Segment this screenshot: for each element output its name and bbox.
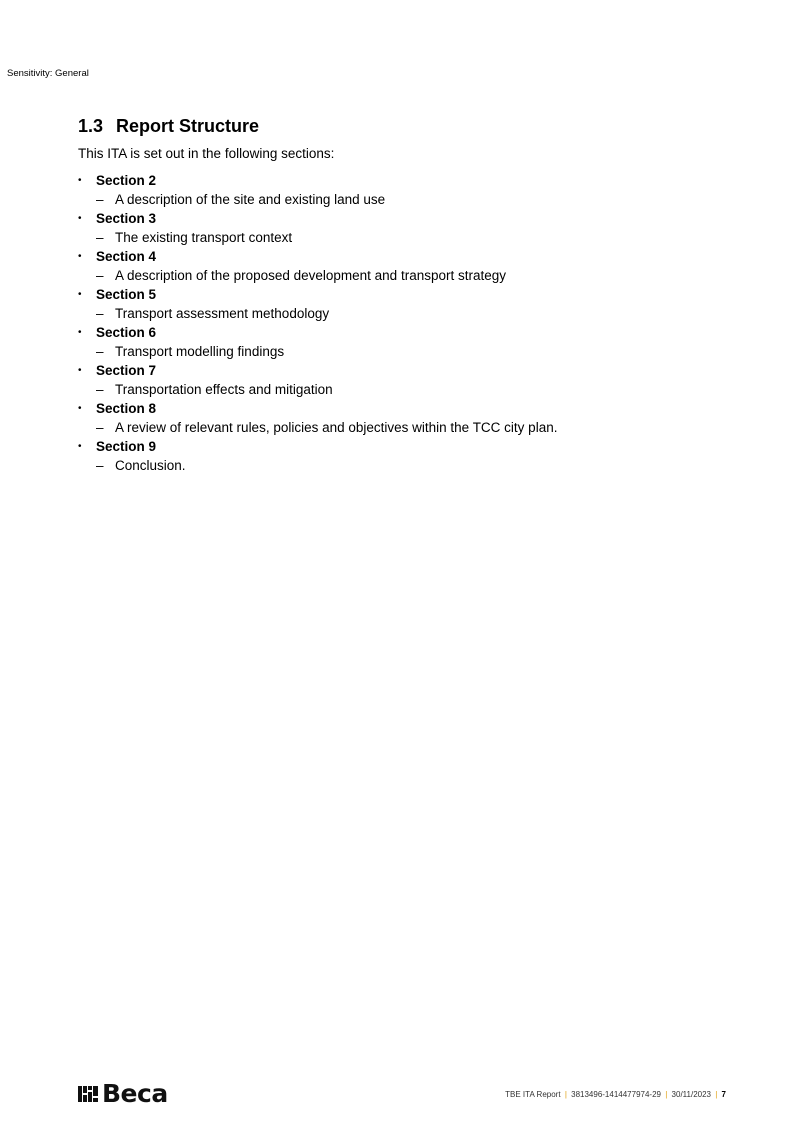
separator: | [715, 1090, 718, 1099]
dash-icon: – [96, 306, 104, 321]
heading-title: Report Structure [116, 116, 260, 136]
section-description [96, 266, 738, 285]
dash-icon: – [96, 192, 104, 207]
bullet-icon: • [78, 327, 82, 338]
section-description-text: A review of relevant rules, policies and objectives within the TCC city plan. [115, 420, 558, 435]
separator: | [564, 1090, 567, 1099]
section-list-item [78, 437, 738, 475]
section-description-text: Conclusion. [115, 458, 186, 473]
section-description-text: A description of the site and existing land use [115, 192, 386, 207]
section-list-item [78, 209, 738, 247]
section-list-item [78, 247, 738, 285]
dash-icon: – [96, 344, 104, 359]
section-description-text: Transport modelling findings [115, 344, 285, 359]
section-description [96, 418, 738, 437]
section-label: Section 9 [96, 439, 157, 454]
section-label: Section 5 [96, 287, 157, 302]
section-label: Section 8 [96, 401, 157, 416]
dash-icon: – [96, 268, 104, 283]
logo-wordmark: Beca [102, 1079, 168, 1108]
section-label: Section 7 [96, 363, 157, 378]
section-description [96, 190, 738, 209]
section-list-item [78, 285, 738, 323]
beca-logo-mark-icon [78, 1084, 98, 1104]
section-description [96, 342, 738, 361]
section-list-item [78, 399, 738, 437]
section-list [78, 171, 738, 475]
bullet-icon: • [78, 175, 82, 186]
section-description-text: The existing transport context [115, 230, 293, 245]
dash-icon: – [96, 382, 104, 397]
section-description-text: Transport assessment methodology [115, 306, 330, 321]
section-list-item [78, 361, 738, 399]
bullet-icon: • [78, 365, 82, 376]
bullet-icon: • [78, 213, 82, 224]
bullet-icon: • [78, 441, 82, 452]
report-name: TBE ITA Report [505, 1090, 561, 1099]
bullet-icon: • [78, 289, 82, 300]
section-description [96, 380, 738, 399]
section-heading [78, 114, 738, 138]
page-number: 7 [721, 1090, 726, 1099]
section-description [96, 228, 738, 247]
beca-logo [78, 1079, 168, 1108]
intro-paragraph: This ITA is set out in the following sections: [78, 146, 335, 161]
section-description [96, 304, 738, 323]
document-date: 30/11/2023 [671, 1090, 711, 1099]
section-label: Section 3 [96, 211, 157, 226]
document-id: 3813496-1414477974-29 [571, 1090, 661, 1099]
sensitivity-label: Sensitivity: General [7, 68, 89, 79]
section-label: Section 6 [96, 325, 157, 340]
dash-icon: – [96, 458, 104, 473]
dash-icon: – [96, 420, 104, 435]
heading-number: 1.3 [78, 116, 104, 136]
bullet-icon: • [78, 251, 82, 262]
section-label: Section 4 [96, 249, 157, 264]
page-footer [78, 1080, 726, 1108]
section-description-text: A description of the proposed development and transport strategy [115, 268, 506, 283]
footer-document-info [505, 1090, 726, 1099]
section-list-item [78, 171, 738, 209]
section-description [96, 456, 738, 475]
dash-icon: – [96, 230, 104, 245]
section-description-text: Transportation effects and mitigation [115, 382, 333, 397]
bullet-icon: • [78, 403, 82, 414]
section-list-item [78, 323, 738, 361]
section-label: Section 2 [96, 173, 157, 188]
document-body [78, 114, 738, 475]
separator: | [665, 1090, 668, 1099]
